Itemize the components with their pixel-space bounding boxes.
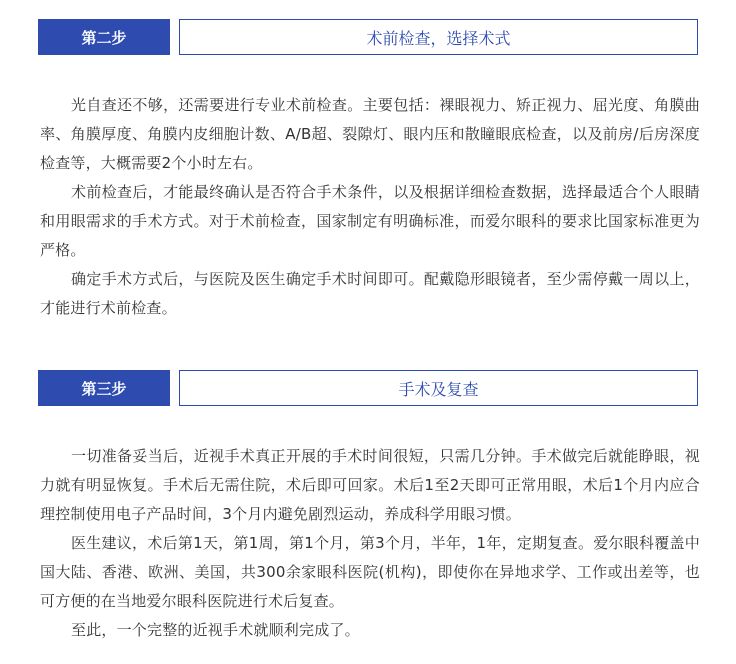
step2-paragraph: 光自查还不够，还需要进行专业术前检查。主要包括：裸眼视力、矫正视力、屈光度、角膜曲率、角膜厚度、角膜内皮细胞计数、A/B超、裂隙灯、眼内压和散瞳眼底检查，以及前房/后房深度检查等，大概需要2个小时左右。: [40, 96, 700, 172]
step2-paragraph: 确定手术方式后，与医院及医生确定手术时间即可。配戴隐形眼镜者，至少需停戴一周以上，才能进行术前检查。: [40, 270, 700, 317]
step3-paragraph: 医生建议，术后第1天，第1周，第1个月，第3个月，半年，1年，定期复查。爱尔眼科覆盖中国大陆、香港、欧洲、美国，共300余家眼科医院(机构)，即使你在异地求学、工作或出差等，也可方便的在当地爱尔眼科医院进行术后复查。: [40, 534, 700, 610]
step2-header: [38, 19, 698, 55]
step3-header: [38, 370, 698, 406]
step3-body: [40, 442, 700, 645]
step2-body: [40, 91, 700, 323]
step3-label: 第三步: [38, 370, 170, 406]
step3-paragraph: 至此，一个完整的近视手术就顺利完成了。: [71, 621, 360, 639]
step3-paragraph: 一切准备妥当后，近视手术真正开展的手术时间很短，只需几分钟。手术做完后就能睁眼，视力就有明显恢复。手术后无需住院，术后即可回家。术后1至2天即可正常用眼，术后1个月内应合理控制使用电子产品时间，3个月内避免剧烈运动，养成科学用眼习惯。: [40, 447, 700, 523]
step2-title: 术前检查，选择术式: [179, 19, 698, 55]
step2-paragraph: 术前检查后，才能最终确认是否符合手术条件，以及根据详细检查数据，选择最适合个人眼睛和用眼需求的手术方式。对于术前检查，国家制定有明确标准，而爱尔眼科的要求比国家标准更为严格。: [40, 183, 700, 259]
step3-title: 手术及复查: [179, 370, 698, 406]
step2-label: 第二步: [38, 19, 170, 55]
